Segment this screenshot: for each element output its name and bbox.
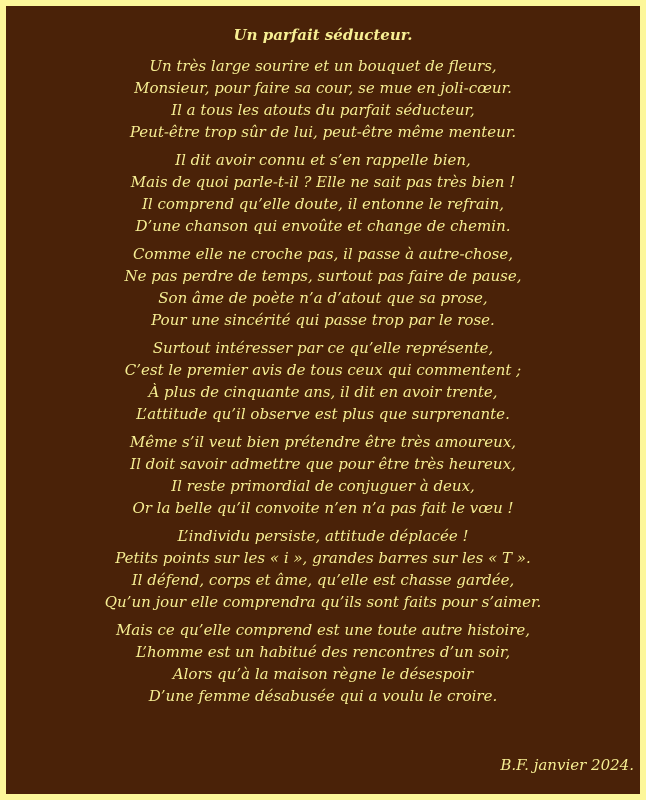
poem-line: Comme elle ne croche pas, il passe à autre-chose, [133,245,513,263]
poem-line: Même s’il veut bien prétendre être très amoureux, [129,433,517,451]
poem-line: L’individu persiste, attitude déplacée ! [177,527,469,545]
stanza-5 [6,431,640,519]
poem-line: Il comprend qu’elle doute, il entonne le refrain, [141,195,504,213]
poem-line: Ne pas perdre de temps, surtout pas faire de pause, [124,267,522,285]
poem-line: Il doit savoir admettre que pour être très heureux, [130,455,516,473]
poem-line: Mais de quoi parle-t-il ? Elle ne sait pas très bien ! [130,173,516,191]
poem-line: C’est le premier avis de tous ceux qui commentent ; [124,361,522,379]
poem-line: Un très large sourire et un bouquet de fleurs, [149,57,497,75]
poem-line: Il défend, corps et âme, qu’elle est chasse gardée, [131,571,515,589]
stanza-4 [6,337,640,425]
poem-line: Il a tous les atouts du parfait séducteur, [171,101,475,119]
poem-line: Mais ce qu’elle comprend est une toute autre histoire, [115,621,531,639]
poem-body [6,55,640,713]
poem-line: Petits points sur les « i », grandes barres sur les « T ». [115,549,531,567]
poem-line: Alors qu’à la maison règne le désespoir [172,665,474,683]
poem-line: D’une chanson qui envoûte et change de chemin. [135,217,511,235]
poem-line: Pour une sincérité qui passe trop par le rose. [151,311,495,329]
stanza-6 [6,525,640,613]
author-signature: B.F. janvier 2024. [500,756,634,774]
poem-line: Peut-être trop sûr de lui, peut-être même menteur. [129,123,517,141]
poem-title: Un parfait séducteur. [233,26,413,44]
poem-line: Qu’un jour elle comprendra qu’ils sont faits pour s’aimer. [104,593,542,611]
poem-line: Or la belle qu’il convoite n’en n’a pas fait le vœu ! [132,499,514,517]
poem-line: Son âme de poète n’a d’atout que sa prose, [158,289,488,307]
poem-line: D’une femme désabusée qui a voulu le croire. [148,687,498,705]
poem-panel [6,6,640,794]
poem-line: L’attitude qu’il observe est plus que surprenante. [136,405,510,423]
poem-line: Il reste primordial de conjuguer à deux, [171,477,475,495]
poem-line: À plus de cinquante ans, il dit en avoir trente, [148,383,498,401]
poem-line: Surtout intéresser par ce qu’elle représente, [152,339,494,357]
stanza-1 [6,55,640,143]
stanza-2 [6,149,640,237]
poem-line: L’homme est un habitué des rencontres d’un soir, [135,643,511,661]
stanza-7 [6,619,640,707]
stanza-3 [6,243,640,331]
poem-line: Monsieur, pour faire sa cour, se mue en joli-cœur. [134,79,512,97]
poem-line: Il dit avoir connu et s’en rappelle bien, [175,151,471,169]
